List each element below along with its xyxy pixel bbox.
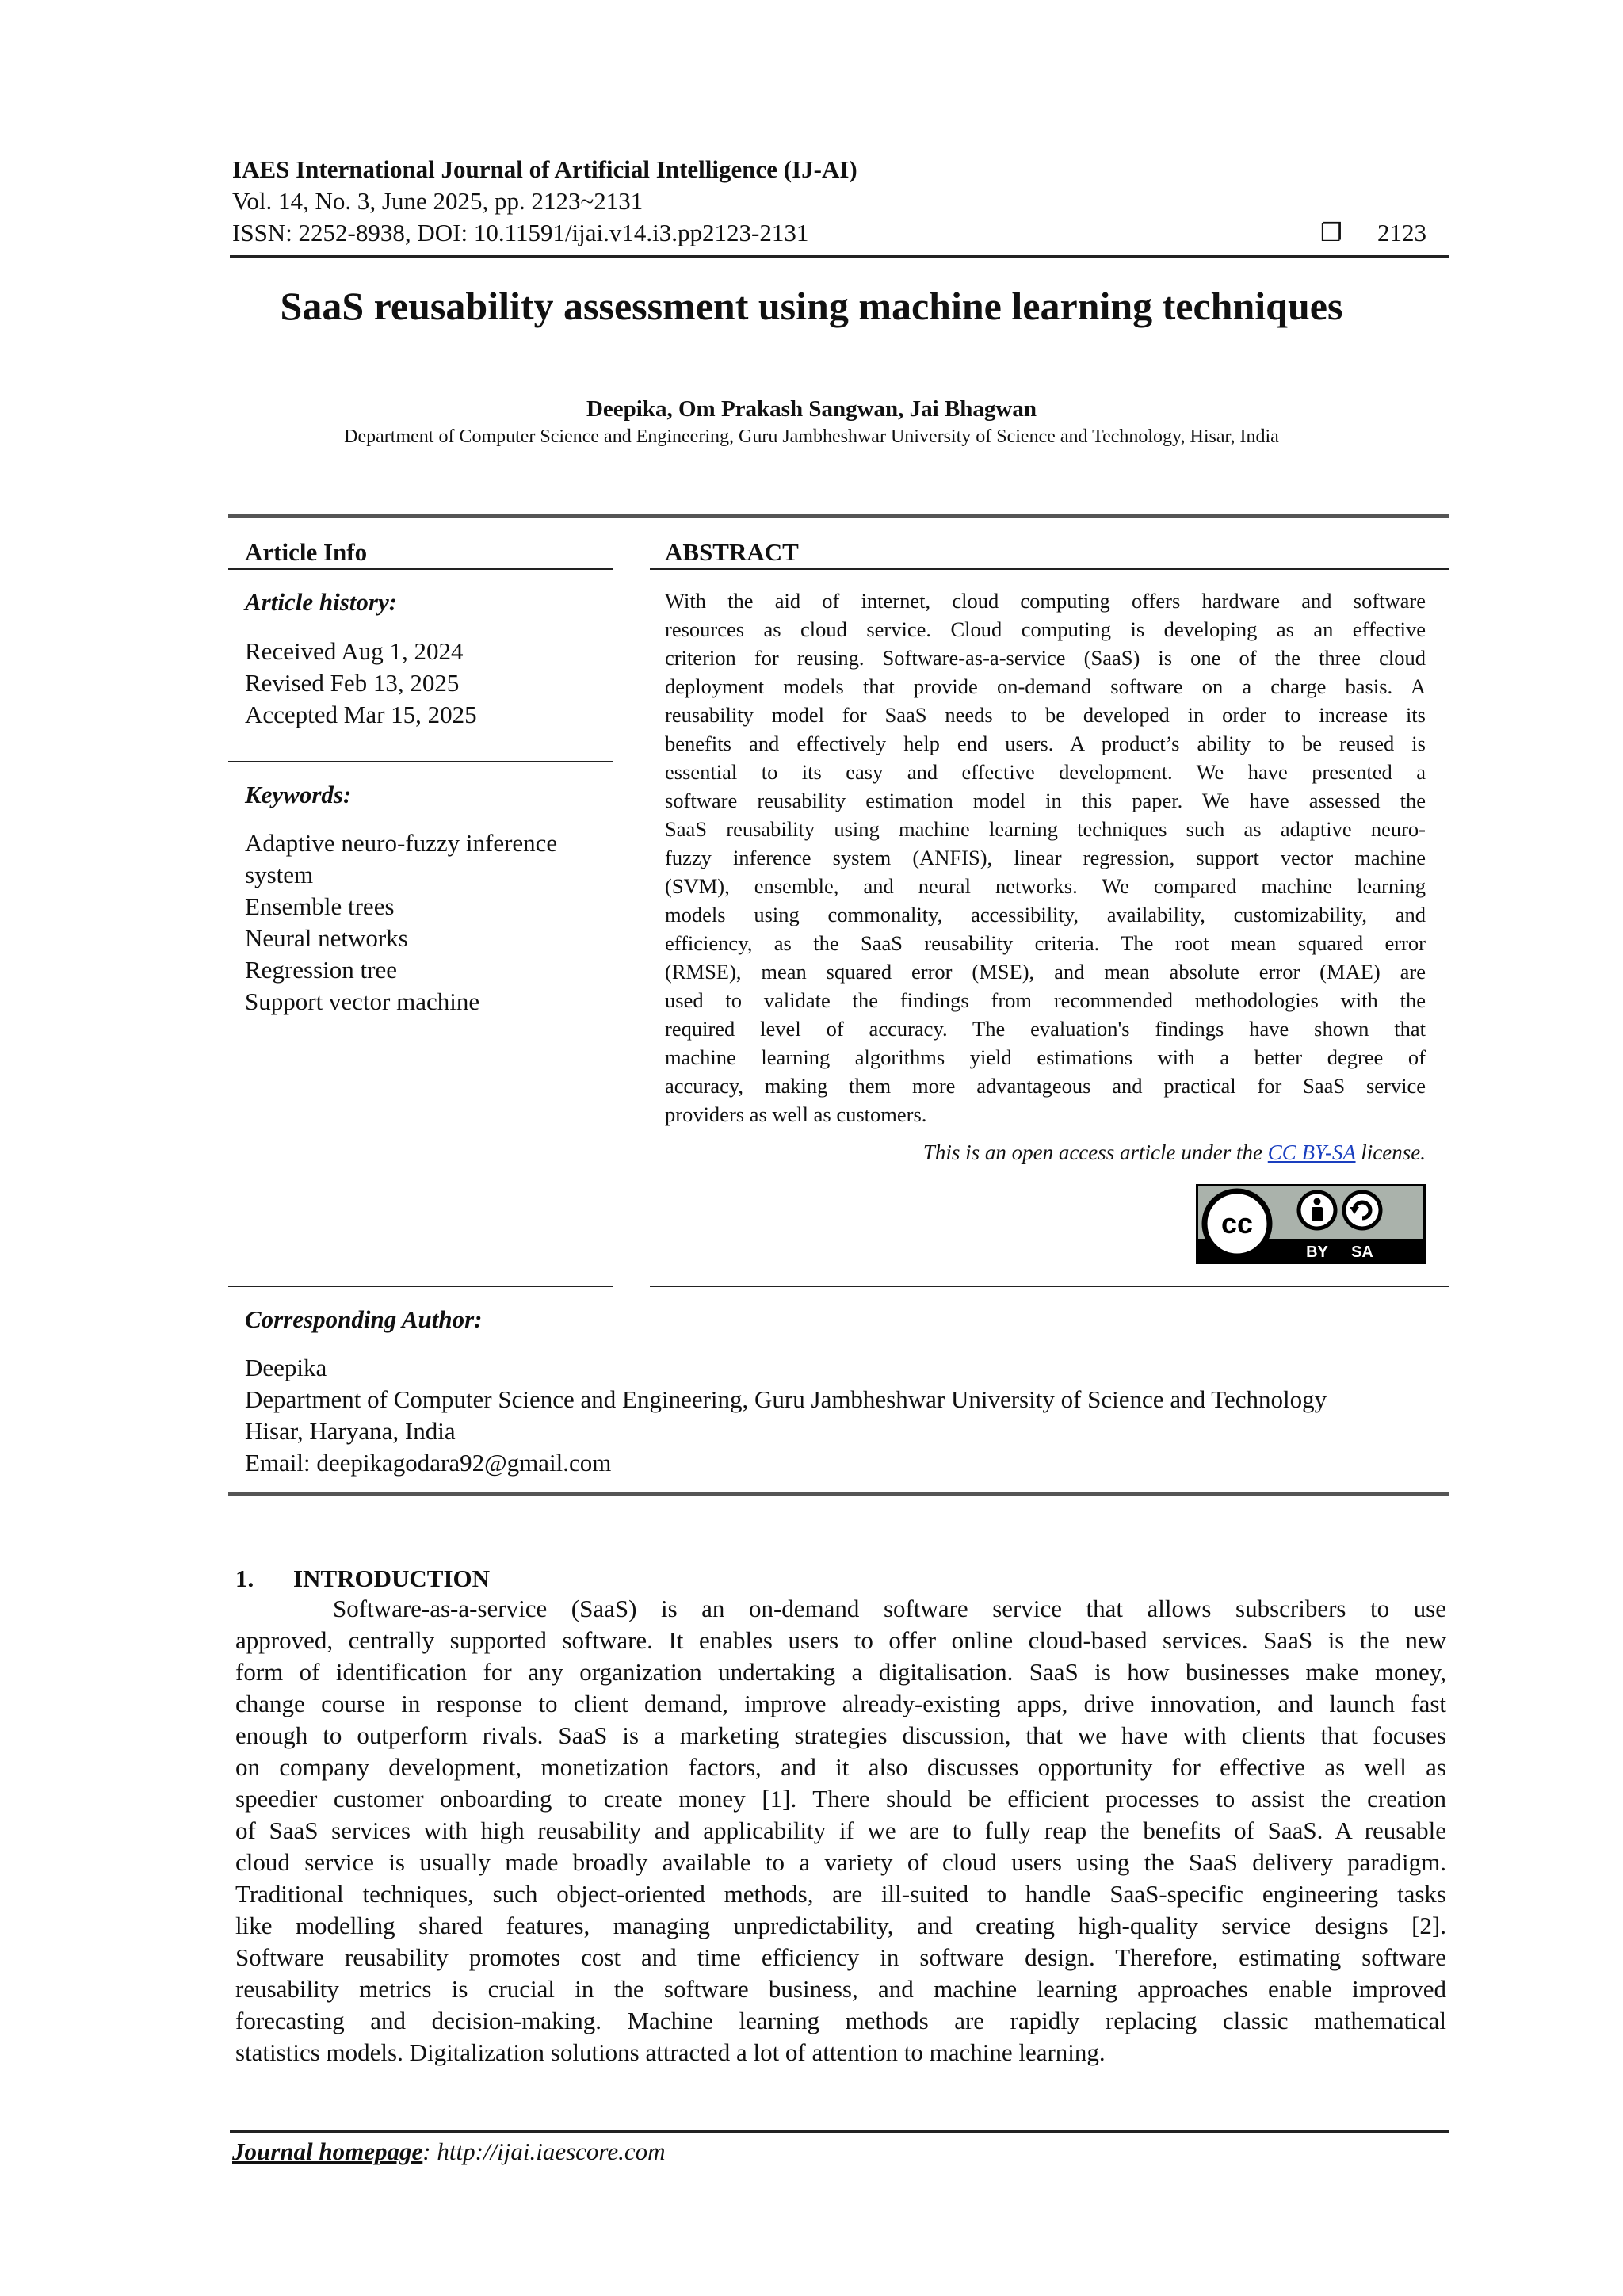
- footer-url[interactable]: : http://ijai.iaescore.com: [422, 2137, 666, 2165]
- footer-rule: [230, 2130, 1449, 2133]
- intro-line: cloud service is usually made broadly available to a variety of cloud users using the SaaS delivery paradigm.: [235, 1848, 1446, 1876]
- abstract-line: reusability model for SaaS needs to be developed in order to increase its: [665, 703, 1426, 727]
- intro-heading: INTRODUCTION: [293, 1564, 491, 1592]
- history-list: [245, 636, 477, 731]
- abstract-rule: [650, 568, 1449, 570]
- box-icon: ❐: [1320, 219, 1342, 246]
- abstract-line: used to validate the findings from recommended methodologies with the: [665, 988, 1426, 1012]
- keyword-item: Neural networks: [245, 924, 408, 952]
- abstract-line: providers as well as customers.: [665, 1102, 927, 1126]
- license-suffix: license.: [1355, 1140, 1426, 1164]
- abstract-body: [665, 586, 1426, 1129]
- badge-sa-text: SA: [1351, 1244, 1373, 1261]
- intro-line: speedier customer onboarding to create money [1]. There should be efficient processes to assist the creation: [235, 1785, 1446, 1813]
- intro-line: form of identification for any organization undertaking a digitalisation. SaaS is how businesses make money,: [235, 1658, 1446, 1686]
- abstract-line: resources as cloud service. Cloud computing is developing as an effective: [665, 617, 1426, 641]
- corresponding-label: Corresponding Author:: [245, 1305, 483, 1333]
- badge-cc-text: cc: [1220, 1207, 1254, 1240]
- abstract-bottom-rule: [650, 1286, 1449, 1287]
- corresponding-details: [245, 1352, 1327, 1479]
- abstract-line: fuzzy inference system (ANFIS), linear regression, support vector machine: [665, 846, 1426, 869]
- history-revised: Revised Feb 13, 2025: [245, 669, 460, 697]
- issn-line: ISSN: 2252-8938, DOI: 10.11591/ijai.v14.i3.pp2123-2131: [232, 219, 809, 246]
- page-number: 2123: [1377, 219, 1426, 246]
- intro-number: 1.: [235, 1564, 254, 1592]
- history-label: Article history:: [245, 588, 398, 616]
- license-link[interactable]: CC BY-SA: [1267, 1140, 1356, 1164]
- article-info-bottom-rule: [228, 1286, 613, 1287]
- intro-line: forecasting and decision-making. Machine learning methods are rapidly replacing classic mathematical: [235, 2007, 1446, 2034]
- footer: [232, 2137, 665, 2166]
- intro-line: approved, centrally supported software. It enables users to offer online cloud-based services. SaaS is the new: [235, 1626, 1446, 1654]
- intro-line: Software-as-a-service (SaaS) is an on-demand software service that allows subscribers to use: [333, 1595, 1446, 1622]
- intro-line: of SaaS services with high reusability and applicability if we are to fully reap the benefits of SaaS. A reusable: [235, 1817, 1446, 1844]
- keyword-item: system: [245, 861, 314, 888]
- abstract-line: SaaS reusability using machine learning techniques such as adaptive neuro-: [665, 817, 1426, 841]
- intro-line: like modelling shared features, managing unpredictability, and creating high-quality service designs [2].: [235, 1912, 1446, 1939]
- journal-name: IAES International Journal of Artificial Intelligence (IJ-AI): [232, 155, 857, 183]
- keywords-list: [245, 827, 557, 1018]
- corresponding-location: Hisar, Haryana, India: [245, 1417, 456, 1445]
- abstract-line: (RMSE), mean squared error (MSE), and mean absolute error (MAE) are: [665, 960, 1426, 984]
- abstract-line: machine learning algorithms yield estimations with a better degree of: [665, 1045, 1426, 1069]
- history-received: Received Aug 1, 2024: [245, 637, 464, 665]
- intro-line: Software reusability promotes cost and time efficiency in software design. Therefore, estimating software: [235, 1943, 1446, 1971]
- footer-label: Journal homepage: [232, 2137, 423, 2165]
- intro-line: change course in response to client demand, improve already-existing apps, drive innovation, and launch fast: [235, 1690, 1446, 1717]
- abstract-line: benefits and effectively help end users. A product’s ability to be reused is: [665, 732, 1426, 755]
- license-line: [665, 1140, 1426, 1165]
- abstract-line: models using commonality, accessibility, availability, customizability, and: [665, 903, 1426, 926]
- paper-title: SaaS reusability assessment using machine learning techniques: [280, 284, 1343, 328]
- volume-line: Vol. 14, No. 3, June 2025, pp. 2123~2131: [232, 187, 643, 215]
- corresponding-email: Email: deepikagodara92@gmail.com: [245, 1449, 612, 1477]
- intro-line: reusability metrics is crucial in the software business, and machine learning approaches enable improved: [235, 1975, 1446, 2003]
- abstract-line: criterion for reusing. Software-as-a-service (SaaS) is one of the three cloud: [665, 646, 1426, 670]
- article-info-heading: Article Info: [245, 538, 368, 566]
- keyword-item: Support vector machine: [245, 988, 480, 1015]
- history-accepted: Accepted Mar 15, 2025: [245, 701, 477, 728]
- article-info-rule: [228, 568, 613, 570]
- header-rule: [230, 255, 1449, 258]
- info-box-top-rule: [228, 514, 1449, 518]
- abstract-line: software reusability estimation model in this paper. We have assessed the: [665, 789, 1426, 812]
- abstract-heading: ABSTRACT: [665, 538, 799, 566]
- corresponding-department: Department of Computer Science and Engineering, Guru Jambheshwar University of Science and Technology: [245, 1385, 1327, 1413]
- intro-line: statistics models. Digitalization solutions attracted a lot of attention to machine learning.: [235, 2038, 1106, 2066]
- info-box-bottom-rule: [228, 1492, 1449, 1496]
- badge-by-text: BY: [1306, 1244, 1328, 1261]
- keywords-label: Keywords:: [245, 781, 352, 808]
- abstract-line: efficiency, as the SaaS reusability criteria. The root mean squared error: [665, 931, 1426, 955]
- intro-line: enough to outperform rivals. SaaS is a marketing strategies discussion, that we have with clients that focuses: [235, 1721, 1446, 1749]
- history-rule: [228, 761, 613, 762]
- abstract-line: accuracy, making them more advantageous and practical for SaaS service: [665, 1074, 1426, 1098]
- abstract-line: required level of accuracy. The evaluation's findings have shown that: [665, 1017, 1426, 1041]
- abstract-line: (SVM), ensemble, and neural networks. We compared machine learning: [665, 874, 1426, 898]
- abstract-line: deployment models that provide on-demand software on a charge basis. A: [665, 674, 1426, 698]
- authors: Deepika, Om Prakash Sangwan, Jai Bhagwan: [586, 396, 1037, 422]
- license-prefix: This is an open access article under the: [922, 1140, 1268, 1164]
- abstract-line: essential to its easy and effective development. We have presented a: [665, 760, 1426, 784]
- keyword-item: Regression tree: [245, 956, 397, 984]
- cc-badge-icon: [1196, 1184, 1426, 1264]
- corresponding-name: Deepika: [245, 1354, 327, 1381]
- keyword-item: Ensemble trees: [245, 892, 395, 920]
- intro-body: [235, 1593, 1446, 2069]
- abstract-line: With the aid of internet, cloud computing offers hardware and software: [665, 589, 1426, 613]
- cc-by-sa-badge[interactable]: [1196, 1184, 1426, 1264]
- keyword-item: Adaptive neuro-fuzzy inference: [245, 829, 558, 857]
- affiliation: Department of Computer Science and Engineering, Guru Jambheshwar University of Science and Technology, Hisar, India: [344, 426, 1279, 447]
- intro-line: Traditional techniques, such object-oriented methods, are ill-suited to handle SaaS-specific engineering tasks: [235, 1880, 1446, 1908]
- intro-line: on company development, monetization factors, and it also discusses opportunity for effective as well as: [235, 1753, 1446, 1781]
